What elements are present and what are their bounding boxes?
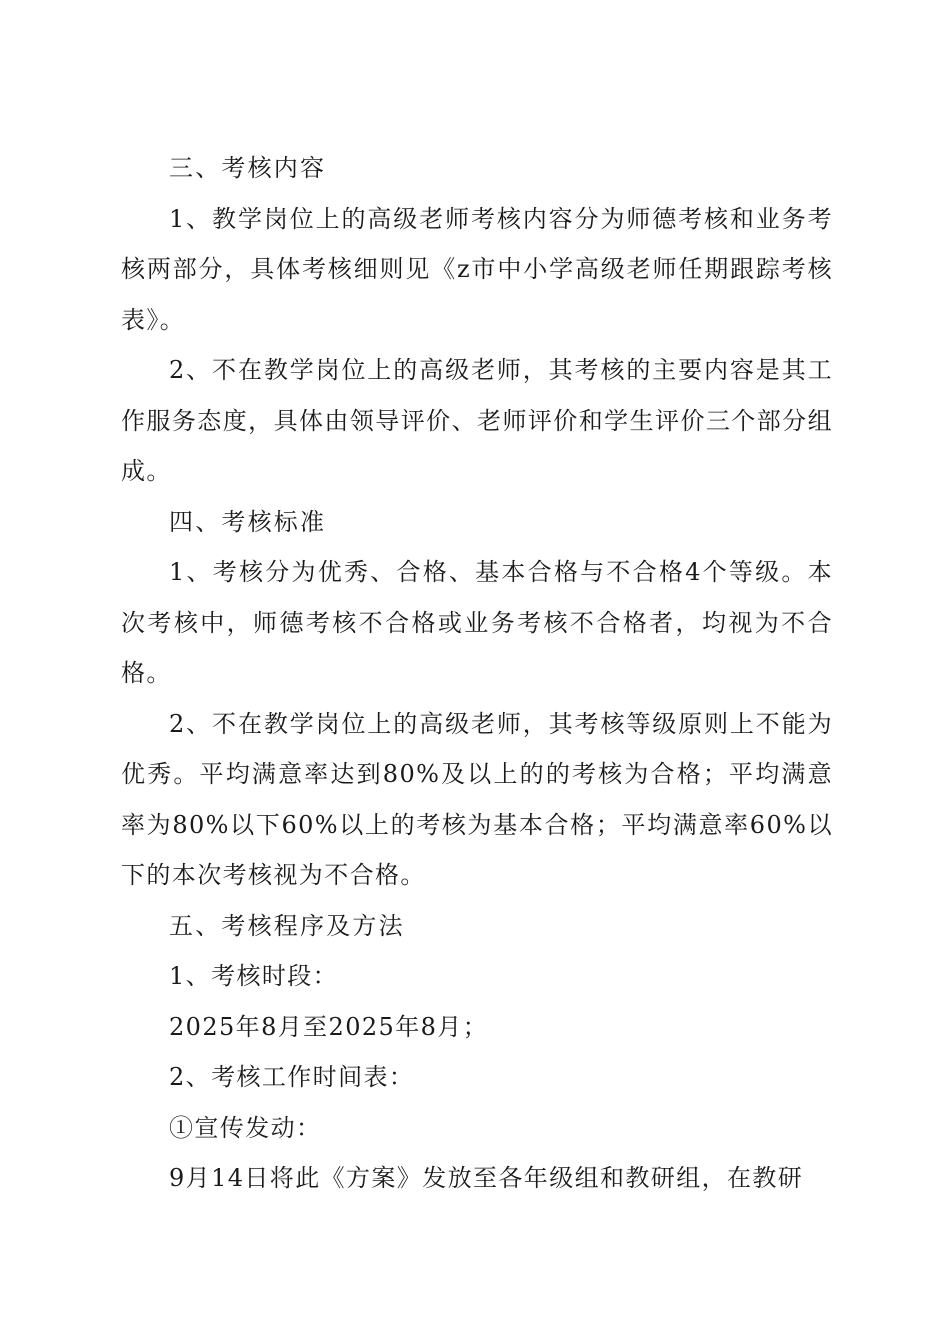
paragraph-5-2: 2、考核工作时间表： bbox=[169, 1063, 415, 1091]
document-page bbox=[121, 143, 833, 1204]
paragraph-3-2: 2、不在教学岗位上的高级老师，其考核的主要内容是其工作服务态度，具体由领导评价、老师评价和学生评价三个部分组成。 bbox=[121, 356, 833, 485]
section-heading-5: 五、考核程序及方法 bbox=[169, 911, 405, 940]
paragraph-4-2: 2、不在教学岗位上的高级老师，其考核等级原则上不能为优秀。平均满意率达到80%及以上的的考核为合格；平均满意率为80%以下60%以上的考核为基本合格；平均满意率60%以下的本次考核视为不合格。 bbox=[121, 709, 833, 889]
section-heading-4: 四、考核标准 bbox=[169, 507, 327, 536]
section-heading-3: 三、考核内容 bbox=[169, 154, 327, 182]
paragraph-5-period: 2025年8月至2025年8月； bbox=[169, 1012, 489, 1041]
paragraph-4-1: 1、考核分为优秀、合格、基本合格与不合格4个等级。本次考核中，师德考核不合格或业务考核不合格者，均视为不合格。 bbox=[121, 558, 833, 687]
paragraph-5-1: 1、考核时段： bbox=[169, 962, 339, 990]
paragraph-5-2-1-detail: 9月14日将此《方案》发放至各年级组和教研组，在教研 bbox=[169, 1164, 804, 1192]
paragraph-3-1: 1、教学岗位上的高级老师考核内容分为师德考核和业务考核两部分，具体考核细则见《z市中小学高级老师任期跟踪考核表》。 bbox=[121, 204, 833, 334]
paragraph-5-2-1: ①宣传发动： bbox=[169, 1113, 322, 1142]
